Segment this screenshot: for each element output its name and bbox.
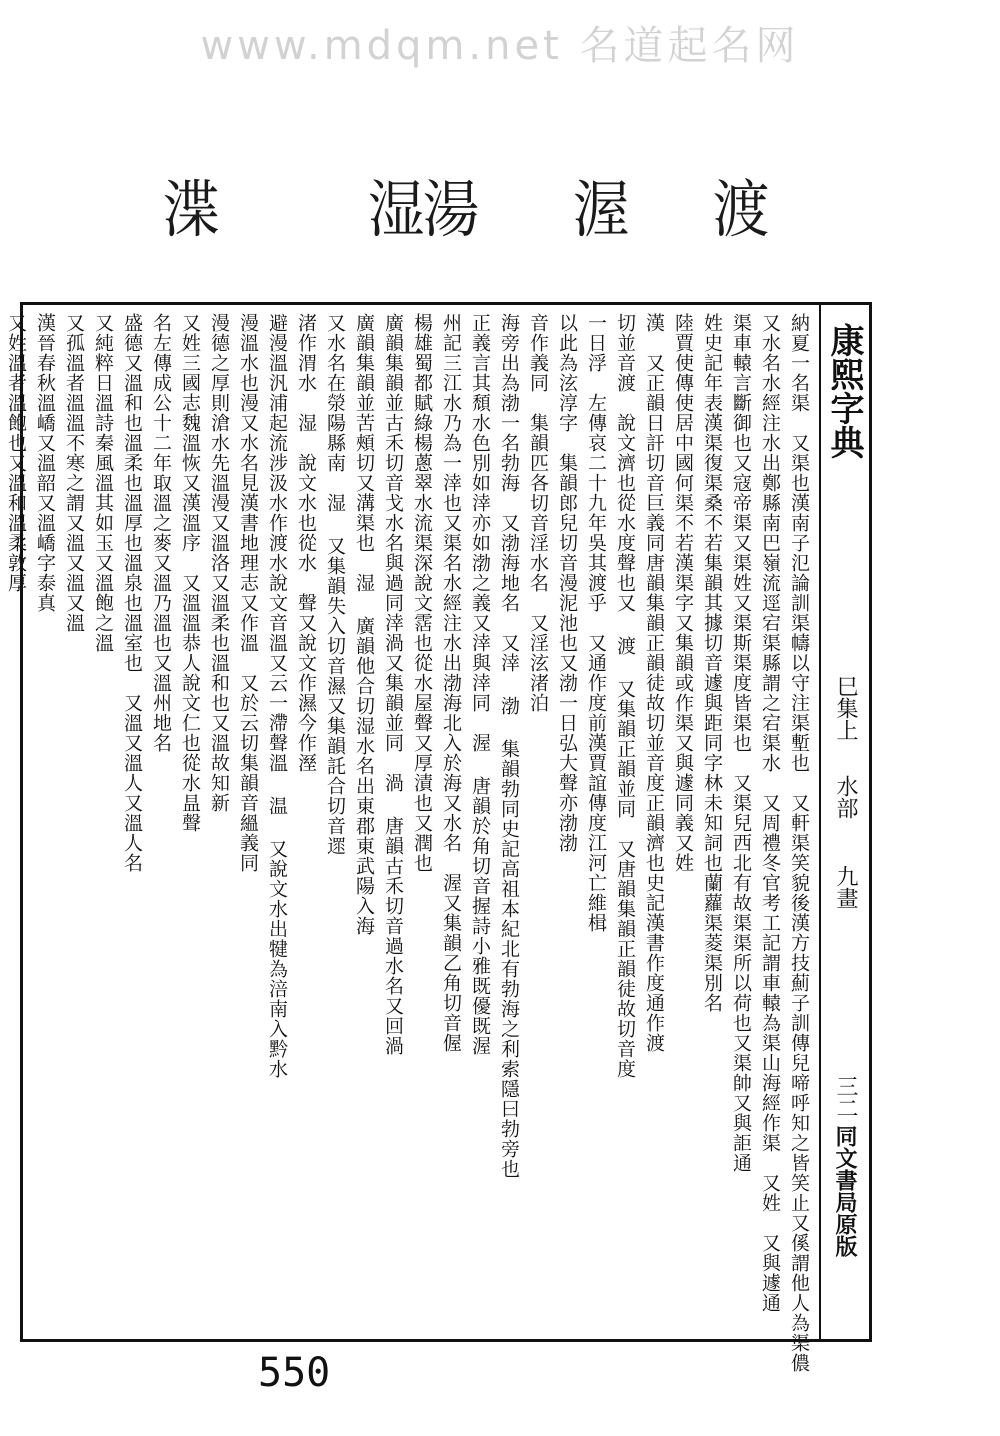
text-column: 漫溫水也漫又水名見漢書地理志又作溫 又於云切集韻音縕義同 (237, 313, 259, 873)
text-column: 海旁出為渤一名勃海 又渤海地名 又涬 渤 集韻勃同史記高祖本紀北有勃海之利索隱曰勃旁也 (498, 313, 520, 1179)
text-column: 切並音渡 說文濟也從水度聲也又 渡 又集韻正韻並同 又唐韻集韻正韻徒故切音度 (614, 313, 636, 1079)
text-column: 音作義同 集韻匹各切音淫水名 又淫泫渚泊 (527, 313, 549, 713)
text-column: 又孤溫者溫溫不寒之謂又溫又溫又溫 (63, 313, 85, 633)
seal-glyph: 渡 (712, 173, 770, 246)
seal-glyph: 渫 (162, 173, 220, 246)
text-column: 楊雄蜀都賦綠楊蔥翠水流渠深說文霑也從水屋聲又厚漬也又潤也 (411, 313, 433, 873)
book-title: 康熙字典 (824, 323, 864, 459)
text-column: 漫德之厚則滄水先溫漫又溫洛又溫柔也溫和也又溫故知新 (208, 313, 230, 813)
text-column: 又純粹日溫詩秦風溫其如玉又溫飽之溫 (92, 313, 114, 653)
stroke-count: 九畫 (833, 865, 858, 909)
text-column: 以此為泫淳字 集韻郎兒切音漫泥池也又渤一日弘大聲亦渤渤 (556, 313, 578, 853)
seal-glyph: 渥 (572, 173, 630, 246)
text-column: 正義言其頹水色別如涬亦如渤之義又涬與涬同 渥 唐韻於角切音握詩小雅既優既渥 (469, 313, 491, 1056)
text-column: 又水名水經注水出鄭縣南巴嶺流逕宕渠縣謂之宕渠水 又周禮冬官考工記謂車轅為渠山海經作渠 又姓 又與遽通 (759, 313, 781, 1313)
text-column: 廣韻集韻並苦頰切又溝渠也 湿 廣韻他合切湿水名出東郡東武陽入海 (353, 313, 375, 936)
text-column: 一日浮 左傳哀二十九年吳其渡乎 又通作度前漢賈誼傳度江河亡維楫 (585, 313, 607, 933)
text-column: 州記三江水乃為一涬也又渠名水經注水出渤海北入於海又水名 渥又集韻乙角切音偓 (440, 313, 462, 1053)
folio-number: 三二 (833, 1075, 858, 1119)
page-number: 550 (258, 1350, 331, 1396)
seal-glyph: 湿 (367, 173, 425, 246)
text-column: 納夏一名渠 又渠也漢南子氾論訓渠幬以守注渠塹也 又軒渠笑貌後漢方技薊子訓傳兒啼呼知之皆笑止又傒謂他人為渠儂 (788, 313, 810, 1373)
text-column: 陸賈使傳使居中國何渠不若漢渠字又集韻或作渠又與遽同義又姓 (672, 313, 694, 873)
text-column: 渠車轅言斷御也又寇帝渠又渠姓又渠斯渠度皆渠也 又渠兒西北有故渠渠所以荷也又渠帥又與詎通 (730, 313, 752, 1173)
seal-script-row (150, 160, 850, 250)
text-column: 又姓溫者溫飽也又溫和溫柔敦厚 (5, 313, 27, 593)
watermark: www.mdqm.net 名道起名网 (200, 23, 800, 69)
text-column: 又水名在滎陽縣南 湿 又集韻失入切音濕又集韻託合切音遝 (324, 313, 346, 856)
text-column: 廣韻集韻並古禾切音戈水名與過同涬渦又集韻並同 渦 唐韻古禾切音過水名又回渦 (382, 313, 404, 1056)
publisher-label: 同文書局原版 (832, 1125, 858, 1257)
text-column: 又姓三國志魏溫恢又漢溫序 又溫溫恭人說文仁也從水昷聲 (179, 313, 201, 833)
set-name: 巳集上 (833, 675, 858, 741)
text-column: 避漫溫汎浦起流涉汲水作渡水說文音溫又云一滯聲溫 温 又說文水出犍為涪南入黔水 (266, 313, 288, 1079)
seal-glyph: 湯 (422, 173, 480, 246)
text-column: 名左傳成公十二年取溫之麥又溫乃溫也又溫州地名 (150, 313, 172, 753)
header-column (819, 305, 869, 1339)
radical-label: 水部 (833, 775, 858, 819)
text-column: 姓史記年表漢渠復渠桑不若集韻其據切音遽與距同字林未知詞也蘭蘿渠菱渠別名 (701, 313, 723, 1013)
text-column: 盛德又溫和也溫柔也溫厚也溫泉也溫室也 又溫又溫人又溫人名 (121, 313, 143, 873)
text-column: 漢 又正韻日訐切音巨義同唐韻集韻正韻徒故切並音度正韻濟也史記漢書作度通作渡 (643, 313, 665, 1053)
text-column: 漢晉春秋溫嶠又溫韶又溫嶠字泰真 (34, 313, 56, 613)
text-column: 渚作渭水 湿 說文水也從水 聲又說文作濕今作溼 (295, 313, 317, 773)
